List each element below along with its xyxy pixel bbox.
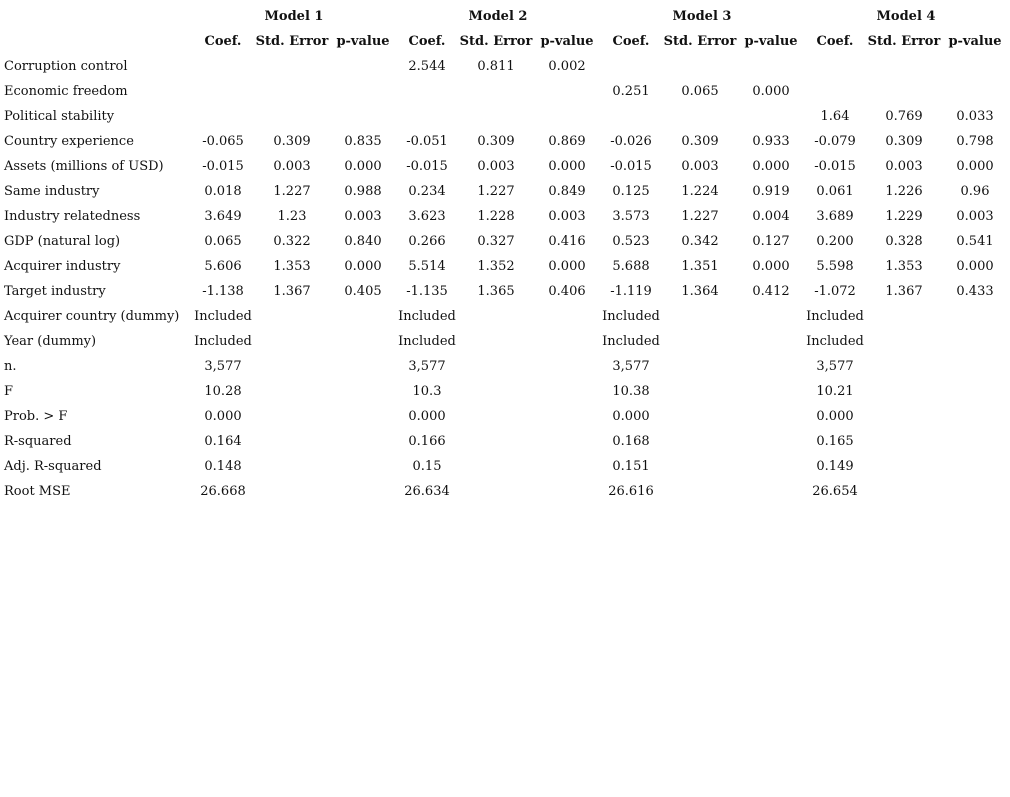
model-1-std-error-cell: 1.23 <box>277 209 307 224</box>
coef-header: Coef. <box>612 34 650 49</box>
model-3-coef-cell: 3,577 <box>612 359 650 374</box>
model-4-p-value-cell <box>942 454 1008 479</box>
model-1-p-value-cell: 0.835 <box>344 134 382 149</box>
model-3-std-error-cell <box>662 379 738 404</box>
table-row <box>4 54 1008 79</box>
model-2-p-value-cell <box>534 404 600 429</box>
model-3-p-value-cell: 0.004 <box>752 209 790 224</box>
table-row <box>4 354 1008 379</box>
model-2-coef-cell: 26.634 <box>404 484 450 499</box>
coef-header: Coef. <box>204 34 242 49</box>
model-4-coef-cell: -0.015 <box>814 159 856 174</box>
model-1-std-error-cell <box>254 379 330 404</box>
model-3-p-value-cell <box>738 429 804 454</box>
model-2-coef-cell: Included <box>398 309 456 324</box>
model-2-std-error-cell: 0.327 <box>477 234 515 249</box>
model-1-std-error-cell <box>254 429 330 454</box>
model-4-std-error-cell: 1.229 <box>885 209 923 224</box>
model-1-std-error-cell: 0.309 <box>273 134 311 149</box>
model-1-std-error-cell <box>254 104 330 129</box>
model-2-p-value-cell: 0.849 <box>548 184 586 199</box>
model-4-coef-cell: 0.061 <box>816 184 854 199</box>
model-1-p-value-cell <box>330 454 396 479</box>
model-1-coef-cell <box>192 54 254 79</box>
model-1-coef-cell: 10.28 <box>204 384 242 399</box>
model-2-coef-cell: 0.000 <box>408 409 446 424</box>
model-2-p-value-cell: 0.869 <box>548 134 586 149</box>
model-1-std-error-cell <box>254 454 330 479</box>
model-3-std-error-cell <box>662 404 738 429</box>
table-row <box>4 179 1008 204</box>
model-1-coef-cell: 0.018 <box>204 184 242 199</box>
model-2-p-value-cell <box>534 104 600 129</box>
model-1-p-value-cell: 0.003 <box>344 209 382 224</box>
model-2-coef-cell: 3,577 <box>408 359 446 374</box>
model-1-std-error-cell: 0.322 <box>273 234 311 249</box>
model-2-coef-cell: -0.015 <box>406 159 448 174</box>
model-4-p-value-cell: 0.433 <box>956 284 994 299</box>
std-error-header: Std. Error <box>255 34 329 49</box>
model-3-coef-cell: 0.168 <box>612 434 650 449</box>
table-row <box>4 329 1008 354</box>
model-1-p-value-cell <box>330 54 396 79</box>
model-3-p-value-cell: 0.000 <box>752 159 790 174</box>
model-3-coef-cell: -1.119 <box>610 284 652 299</box>
std-error-header: Std. Error <box>867 34 941 49</box>
model-2-p-value-cell <box>534 379 600 404</box>
row-label: Acquirer country (dummy) <box>4 309 180 324</box>
model-4-std-error-cell: 1.353 <box>885 259 923 274</box>
model-3-p-value-cell: 0.127 <box>752 234 790 249</box>
model-2-std-error-cell <box>458 304 534 329</box>
model-3-coef-cell: Included <box>602 334 660 349</box>
model-3-p-value-cell <box>738 329 804 354</box>
model-1-std-error-cell <box>254 54 330 79</box>
model-4-p-value-cell: 0.000 <box>956 159 994 174</box>
table-row <box>4 104 1008 129</box>
model-3-p-value-cell: 0.919 <box>752 184 790 199</box>
model-2-std-error-cell <box>458 454 534 479</box>
model-3-coef-cell: -0.015 <box>610 159 652 174</box>
model-4-coef-cell: 0.200 <box>816 234 854 249</box>
model-3-coef-cell: 0.251 <box>612 84 650 99</box>
row-label: Corruption control <box>4 59 128 74</box>
model-2-std-error-cell <box>458 479 534 504</box>
model-4-coef-cell: 0.000 <box>816 409 854 424</box>
model-4-coef-cell: 26.654 <box>812 484 858 499</box>
model-4-coef-cell: -0.079 <box>814 134 856 149</box>
model-3-std-error-cell <box>662 479 738 504</box>
model-1-std-error-cell: 1.367 <box>273 284 311 299</box>
model-1-coef-cell: 3,577 <box>204 359 242 374</box>
table-row <box>4 129 1008 154</box>
model-4-std-error-cell <box>866 404 942 429</box>
table-row <box>4 79 1008 104</box>
model-2-coef-cell: 0.166 <box>408 434 446 449</box>
model-4-std-error-cell: 0.328 <box>885 234 923 249</box>
model-4-p-value-cell: 0.003 <box>956 209 994 224</box>
model-4-std-error-cell: 1.367 <box>885 284 923 299</box>
model-4-std-error-cell: 0.769 <box>885 109 923 124</box>
model-3-coef-cell: -0.026 <box>610 134 652 149</box>
row-label: n. <box>4 359 17 374</box>
model-3-p-value-cell: 0.412 <box>752 284 790 299</box>
model-2-coef-cell: 5.514 <box>408 259 446 274</box>
model-2-p-value-cell <box>534 429 600 454</box>
model-3-coef-cell: Included <box>602 309 660 324</box>
model-2-p-value-cell <box>534 79 600 104</box>
model-1-std-error-cell: 1.353 <box>273 259 311 274</box>
model-2-p-value-cell: 0.002 <box>548 59 586 74</box>
model-1-coef-cell: Included <box>194 309 252 324</box>
row-label: Industry relatedness <box>4 209 141 224</box>
model-2-coef-cell: 2.544 <box>408 59 446 74</box>
model-3-header: Model 3 <box>672 9 732 24</box>
model-2-p-value-cell <box>534 454 600 479</box>
model-2-p-value-cell: 0.406 <box>548 284 586 299</box>
model-3-std-error-cell <box>662 54 738 79</box>
model-2-p-value-cell <box>534 354 600 379</box>
model-2-std-error-cell: 0.811 <box>477 59 515 74</box>
model-2-std-error-cell: 1.365 <box>477 284 515 299</box>
model-2-std-error-cell <box>458 429 534 454</box>
model-3-p-value-cell: 0.000 <box>752 259 790 274</box>
model-1-p-value-cell: 0.988 <box>344 184 382 199</box>
model-3-std-error-cell: 0.309 <box>681 134 719 149</box>
model-4-header: Model 4 <box>876 9 936 24</box>
model-4-p-value-cell: 0.798 <box>956 134 994 149</box>
row-label: Prob. > F <box>4 409 68 424</box>
model-4-coef-cell: 10.21 <box>816 384 854 399</box>
model-3-coef-cell: 0.151 <box>612 459 650 474</box>
model-2-coef-cell: Included <box>398 334 456 349</box>
model-1-coef-cell: Included <box>194 334 252 349</box>
model-1-std-error-cell <box>254 479 330 504</box>
model-4-std-error-cell: 1.226 <box>885 184 923 199</box>
model-1-coef-cell: 3.649 <box>204 209 242 224</box>
model-1-p-value-cell <box>330 329 396 354</box>
model-4-coef-cell: Included <box>806 309 864 324</box>
model-1-std-error-cell <box>254 354 330 379</box>
model-1-p-value-cell <box>330 379 396 404</box>
table-row <box>4 204 1008 229</box>
model-1-p-value-cell <box>330 404 396 429</box>
model-2-p-value-cell: 0.000 <box>548 259 586 274</box>
model-1-header: Model 1 <box>264 9 324 24</box>
model-3-p-value-cell <box>738 354 804 379</box>
model-2-coef-cell: -1.135 <box>406 284 448 299</box>
model-2-coef-cell: 10.3 <box>412 384 442 399</box>
model-4-coef-cell: Included <box>806 334 864 349</box>
model-4-p-value-cell: 0.033 <box>956 109 994 124</box>
p-value-header: p-value <box>540 34 594 49</box>
model-2-std-error-cell: 1.352 <box>477 259 515 274</box>
table-row <box>4 154 1008 179</box>
model-4-coef-cell: 5.598 <box>816 259 854 274</box>
model-1-p-value-cell: 0.840 <box>344 234 382 249</box>
model-3-p-value-cell <box>738 479 804 504</box>
model-4-coef-cell: 3.689 <box>816 209 854 224</box>
model-3-p-value-cell <box>738 54 804 79</box>
model-2-std-error-cell: 0.309 <box>477 134 515 149</box>
model-2-std-error-cell <box>458 404 534 429</box>
model-1-coef-cell: 0.000 <box>204 409 242 424</box>
model-1-std-error-cell <box>254 329 330 354</box>
model-1-std-error-cell: 0.003 <box>273 159 311 174</box>
model-4-p-value-cell <box>942 54 1008 79</box>
model-4-coef-cell: 0.165 <box>816 434 854 449</box>
model-1-p-value-cell <box>330 429 396 454</box>
model-4-p-value-cell <box>942 479 1008 504</box>
row-label: Country experience <box>4 134 134 149</box>
model-2-coef-cell: 0.15 <box>412 459 442 474</box>
coef-header: Coef. <box>816 34 854 49</box>
model-1-p-value-cell <box>330 479 396 504</box>
model-4-std-error-cell <box>866 79 942 104</box>
model-4-p-value-cell <box>942 304 1008 329</box>
model-3-std-error-cell: 1.351 <box>681 259 719 274</box>
regression-results-table <box>4 4 1008 504</box>
table-body <box>4 54 1008 504</box>
model-4-std-error-cell <box>866 329 942 354</box>
table-row <box>4 304 1008 329</box>
model-4-std-error-cell <box>866 54 942 79</box>
model-3-std-error-cell <box>662 329 738 354</box>
subheader-row <box>4 29 1008 54</box>
model-3-coef-cell: 0.125 <box>612 184 650 199</box>
model-2-std-error-cell: 1.227 <box>477 184 515 199</box>
model-1-coef-cell: 5.606 <box>204 259 242 274</box>
model-3-std-error-cell <box>662 354 738 379</box>
model-2-coef-cell <box>396 79 458 104</box>
model-4-coef-cell: 0.149 <box>816 459 854 474</box>
model-2-p-value-cell: 0.000 <box>548 159 586 174</box>
model-3-coef-cell: 26.616 <box>608 484 654 499</box>
model-3-std-error-cell: 1.364 <box>681 284 719 299</box>
model-3-p-value-cell: 0.933 <box>752 134 790 149</box>
model-1-std-error-cell <box>254 79 330 104</box>
model-2-p-value-cell <box>534 329 600 354</box>
model-4-std-error-cell <box>866 479 942 504</box>
model-2-std-error-cell <box>458 329 534 354</box>
p-value-header: p-value <box>744 34 798 49</box>
model-2-std-error-cell <box>458 354 534 379</box>
model-2-coef-cell: 0.266 <box>408 234 446 249</box>
model-3-p-value-cell <box>738 104 804 129</box>
model-4-coef-cell <box>804 54 866 79</box>
model-1-p-value-cell <box>330 354 396 379</box>
model-3-p-value-cell <box>738 379 804 404</box>
model-2-std-error-cell: 0.003 <box>477 159 515 174</box>
model-1-coef-cell <box>192 104 254 129</box>
coef-header: Coef. <box>408 34 446 49</box>
std-error-header: Std. Error <box>459 34 533 49</box>
model-4-coef-cell <box>804 79 866 104</box>
model-1-p-value-cell <box>330 304 396 329</box>
model-4-p-value-cell <box>942 404 1008 429</box>
table-row <box>4 454 1008 479</box>
model-4-std-error-cell <box>866 354 942 379</box>
model-3-p-value-cell <box>738 454 804 479</box>
model-2-coef-cell <box>396 104 458 129</box>
p-value-header: p-value <box>336 34 390 49</box>
model-2-p-value-cell <box>534 479 600 504</box>
table-row <box>4 254 1008 279</box>
model-3-std-error-cell <box>662 104 738 129</box>
model-3-coef-cell <box>600 54 662 79</box>
model-1-p-value-cell: 0.405 <box>344 284 382 299</box>
model-3-coef-cell: 5.688 <box>612 259 650 274</box>
row-label: Adj. R-squared <box>4 459 102 474</box>
model-1-coef-cell: 0.148 <box>204 459 242 474</box>
model-4-std-error-cell <box>866 379 942 404</box>
model-2-p-value-cell: 0.416 <box>548 234 586 249</box>
model-3-std-error-cell: 0.342 <box>681 234 719 249</box>
model-4-p-value-cell <box>942 429 1008 454</box>
model-1-coef-cell: -0.015 <box>202 159 244 174</box>
model-4-coef-cell: 1.64 <box>820 109 850 124</box>
model-4-std-error-cell: 0.309 <box>885 134 923 149</box>
row-label: R-squared <box>4 434 72 449</box>
model-3-std-error-cell: 0.003 <box>681 159 719 174</box>
table-header <box>4 4 1008 54</box>
row-label: Same industry <box>4 184 100 199</box>
model-4-p-value-cell: 0.000 <box>956 259 994 274</box>
model-2-std-error-cell <box>458 79 534 104</box>
row-label: GDP (natural log) <box>4 234 121 249</box>
model-4-p-value-cell: 0.541 <box>956 234 994 249</box>
model-4-p-value-cell <box>942 379 1008 404</box>
model-2-std-error-cell <box>458 379 534 404</box>
model-4-std-error-cell <box>866 454 942 479</box>
row-label: Economic freedom <box>4 84 128 99</box>
model-4-coef-cell: -1.072 <box>814 284 856 299</box>
model-3-std-error-cell <box>662 429 738 454</box>
model-3-p-value-cell <box>738 404 804 429</box>
model-1-std-error-cell: 1.227 <box>273 184 311 199</box>
model-3-std-error-cell: 0.065 <box>681 84 719 99</box>
table-row <box>4 479 1008 504</box>
model-3-coef-cell: 0.523 <box>612 234 650 249</box>
model-1-std-error-cell <box>254 404 330 429</box>
model-2-std-error-cell: 1.228 <box>477 209 515 224</box>
model-1-p-value-cell <box>330 79 396 104</box>
model-1-std-error-cell <box>254 304 330 329</box>
model-4-std-error-cell <box>866 304 942 329</box>
corner-cell <box>4 4 192 29</box>
model-3-coef-cell: 10.38 <box>612 384 650 399</box>
model-2-header: Model 2 <box>468 9 528 24</box>
model-2-p-value-cell <box>534 304 600 329</box>
model-1-coef-cell <box>192 79 254 104</box>
model-4-p-value-cell <box>942 329 1008 354</box>
model-1-coef-cell: 0.065 <box>204 234 242 249</box>
model-4-p-value-cell <box>942 79 1008 104</box>
model-2-coef-cell: -0.051 <box>406 134 448 149</box>
row-label: F <box>4 384 14 399</box>
row-label: Assets (millions of USD) <box>4 159 164 174</box>
table-row <box>4 229 1008 254</box>
table-row <box>4 404 1008 429</box>
row-label: Year (dummy) <box>4 334 97 349</box>
model-3-coef-cell <box>600 104 662 129</box>
model-4-std-error-cell: 0.003 <box>885 159 923 174</box>
model-1-coef-cell: 26.668 <box>200 484 246 499</box>
row-label: Political stability <box>4 109 115 124</box>
model-3-coef-cell: 0.000 <box>612 409 650 424</box>
p-value-header: p-value <box>948 34 1002 49</box>
model-2-p-value-cell: 0.003 <box>548 209 586 224</box>
model-4-p-value-cell <box>942 354 1008 379</box>
model-1-p-value-cell: 0.000 <box>344 159 382 174</box>
model-1-coef-cell: -0.065 <box>202 134 244 149</box>
model-3-coef-cell: 3.573 <box>612 209 650 224</box>
model-2-std-error-cell <box>458 104 534 129</box>
corner-cell <box>4 29 192 54</box>
model-1-coef-cell: 0.164 <box>204 434 242 449</box>
model-4-p-value-cell: 0.96 <box>960 184 990 199</box>
model-3-p-value-cell <box>738 304 804 329</box>
model-2-coef-cell: 0.234 <box>408 184 446 199</box>
model-4-std-error-cell <box>866 429 942 454</box>
model-1-coef-cell: -1.138 <box>202 284 244 299</box>
model-3-std-error-cell <box>662 304 738 329</box>
model-2-coef-cell: 3.623 <box>408 209 446 224</box>
model-3-std-error-cell: 1.224 <box>681 184 719 199</box>
model-3-std-error-cell: 1.227 <box>681 209 719 224</box>
std-error-header: Std. Error <box>663 34 737 49</box>
model-header-row <box>4 4 1008 29</box>
model-1-p-value-cell <box>330 104 396 129</box>
table-row <box>4 379 1008 404</box>
table-row <box>4 429 1008 454</box>
row-label: Acquirer industry <box>4 259 121 274</box>
model-3-std-error-cell <box>662 454 738 479</box>
row-label: Root MSE <box>4 484 71 499</box>
model-1-p-value-cell: 0.000 <box>344 259 382 274</box>
row-label: Target industry <box>4 284 106 299</box>
table-row <box>4 279 1008 304</box>
model-4-coef-cell: 3,577 <box>816 359 854 374</box>
model-3-p-value-cell: 0.000 <box>752 84 790 99</box>
